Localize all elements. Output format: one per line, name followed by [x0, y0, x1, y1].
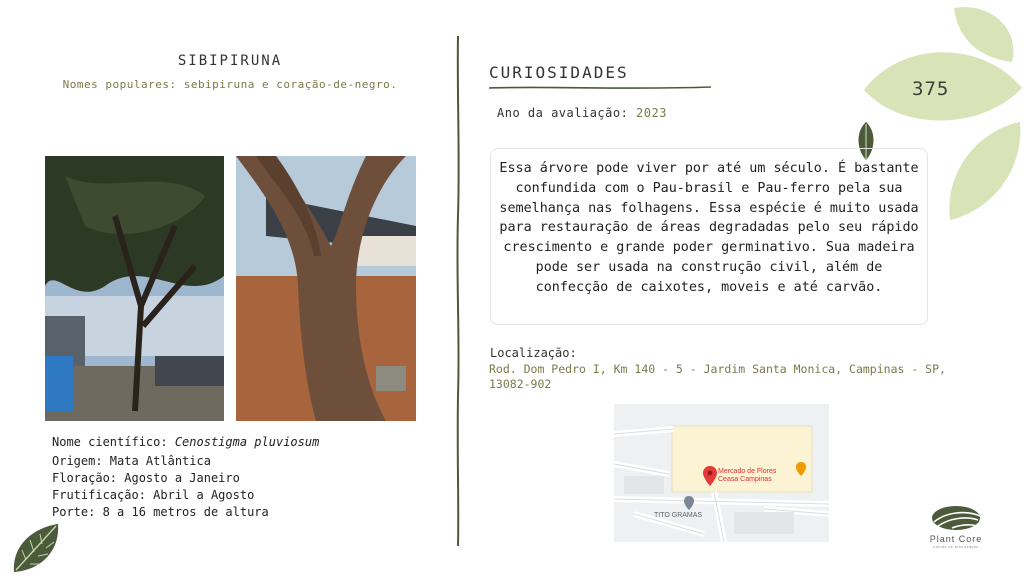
- evaluation-year: [497, 106, 667, 120]
- location-map[interactable]: [614, 404, 829, 542]
- food-pin-icon[interactable]: [796, 462, 806, 476]
- year-label: Ano da avaliação:: [497, 106, 637, 120]
- map-place-label: [718, 468, 776, 484]
- tree-trunk-photo: [236, 156, 416, 421]
- fruiting-text: Frutificação: Abril a Agosto: [52, 488, 255, 502]
- size-text: Porte: 8 a 16 metros de altura: [52, 505, 269, 519]
- curiosities-title: CURIOSIDADES: [489, 63, 629, 82]
- leaf-decoration-bottom: [8, 520, 64, 576]
- scientific-name-label: Nome científico:: [52, 435, 175, 449]
- logo-name: Plant Core: [929, 534, 983, 544]
- curiosities-box: Essa árvore pode viver por até um século. É bastante confundida com o Pau-brasil e Pau-ferro pela sua semelhança nas folhagens. Essa espécie é muito usada para restauração de áreas degradadas pelo seu rápido crescimento e grande poder germinativo. Sua madeira pode ser usada na construção civil, além de confecção de caixotes, moveis e até carvão.: [490, 148, 928, 325]
- location-address: Rod. Dom Pedro I, Km 140 - 5 - Jardim Santa Monica, Campinas - SP, 13082-902: [489, 362, 946, 391]
- location-pin-icon[interactable]: [703, 466, 717, 486]
- species-title: SIBIPIRUNA: [177, 53, 283, 69]
- map-place-line1: Mercado de Flores: [718, 468, 777, 475]
- species-facts: [52, 434, 319, 521]
- tree-canopy-photo: [45, 156, 224, 421]
- scientific-name-value: Cenostigma pluviosum: [174, 435, 320, 449]
- popular-names: Nomes populares: sebipiruna e coração-de-negro.: [62, 78, 398, 91]
- column-divider: [454, 36, 462, 546]
- tree-number-badge: 375: [912, 78, 950, 100]
- map-poi-label: TITO GRAMAS: [654, 512, 703, 519]
- scientific-name-row: [52, 434, 319, 451]
- title-underline: [489, 84, 711, 92]
- map-place-line2: Ceasa Campinas: [718, 476, 772, 483]
- year-value: 2023: [636, 106, 667, 120]
- logo-tagline: estudo de arborização: [933, 545, 979, 549]
- origin-text: Origem: Mata Atlântica: [52, 454, 211, 468]
- poi-pin-icon[interactable]: [684, 496, 694, 510]
- flowering-text: Floração: Agosto a Janeiro: [52, 471, 240, 485]
- location-label: Localização:: [490, 346, 577, 360]
